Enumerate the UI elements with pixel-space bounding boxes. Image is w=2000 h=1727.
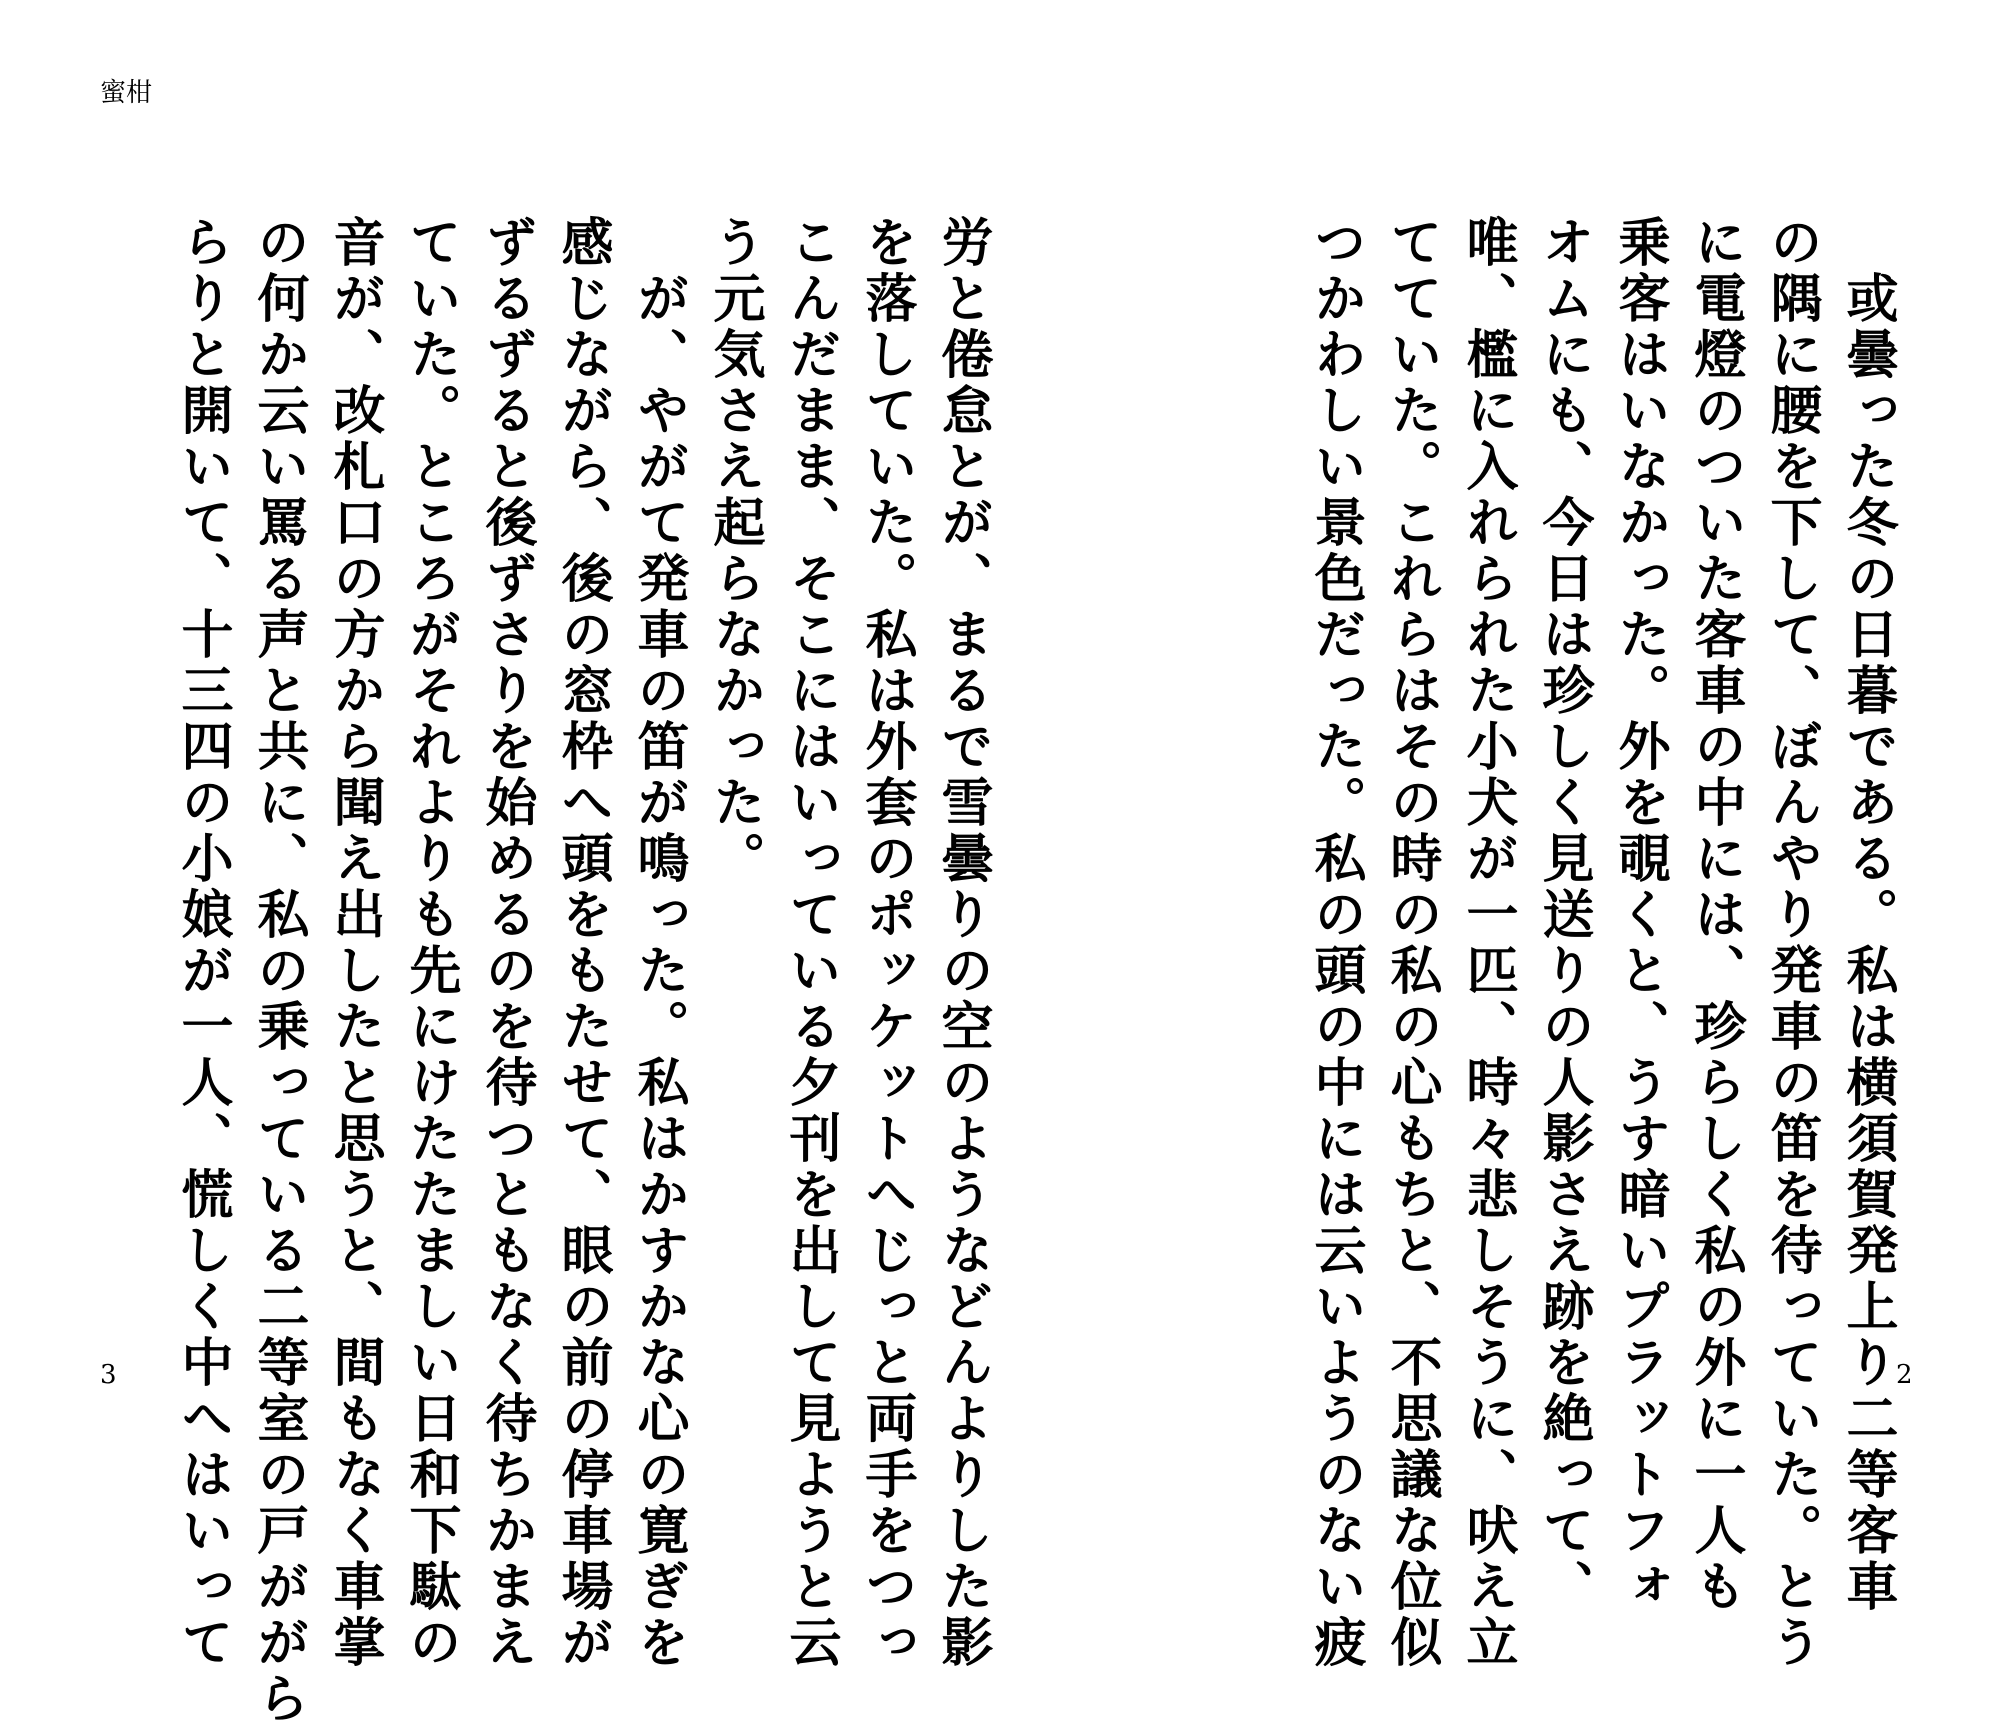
text-column: てていた。これらはその時の私の心もちと、不思議な位似: [1381, 215, 1441, 1671]
text-column: 乗客はいなかった。外を覗くと、うす暗いプラットフォ: [1609, 215, 1669, 1615]
text-column: 音が、改札口の方から聞え出したと思うと、間もなく車掌: [324, 215, 384, 1671]
text-column: が、やがて発車の笛が鳴った。私はかすかな心の寛ぎを: [628, 215, 688, 1671]
text-column: 労と倦怠とが、まるで雪曇りの空のようなどんよりした影: [932, 215, 992, 1671]
text-column: に電燈のついた客車の中には、珍らしく私の外に一人も: [1685, 215, 1745, 1615]
text-column: 唯、檻に入れられた小犬が一匹、時々悲しそうに、吠え立: [1457, 215, 1517, 1671]
text-column: ていた。ところがそれよりも先にけたたましい日和下駄の: [400, 215, 460, 1671]
text-column: ずるずると後ずさりを始めるのを待つともなく待ちかまえ: [476, 215, 536, 1671]
page-number-left: 3: [100, 1360, 117, 1390]
text-column: う元気さえ起らなかった。: [704, 215, 764, 887]
text-column: の何か云い罵る声と共に、私の乗っている二等室の戸ががら: [248, 215, 308, 1727]
text-column: こんだまま、そこにはいっている夕刊を出して見ようと云: [780, 215, 840, 1671]
left-page-text: [100, 215, 1000, 1727]
text-column: を落していた。私は外套のポッケットへじっと両手をつっ: [856, 215, 916, 1671]
page-number-right: 2: [1896, 1360, 1913, 1390]
text-column: 或曇った冬の日暮である。私は横須賀発上り二等客車: [1837, 215, 1897, 1615]
right-page-text: [1105, 215, 1905, 1671]
text-column: 感じながら、後の窓枠へ頭をもたせて、眼の前の停車場が: [552, 215, 612, 1671]
text-column: の隅に腰を下して、ぼんやり発車の笛を待っていた。とう: [1761, 215, 1821, 1671]
text-column: つかわしい景色だった。私の頭の中には云いようのない疲: [1305, 215, 1365, 1671]
running-header-title: 蜜柑: [100, 78, 153, 108]
text-column: らりと開いて、十三四の小娘が一人、慌しく中へはいって: [172, 215, 232, 1671]
text-column: オムにも、今日は珍しく見送りの人影さえ跡を絶って、: [1533, 215, 1593, 1615]
